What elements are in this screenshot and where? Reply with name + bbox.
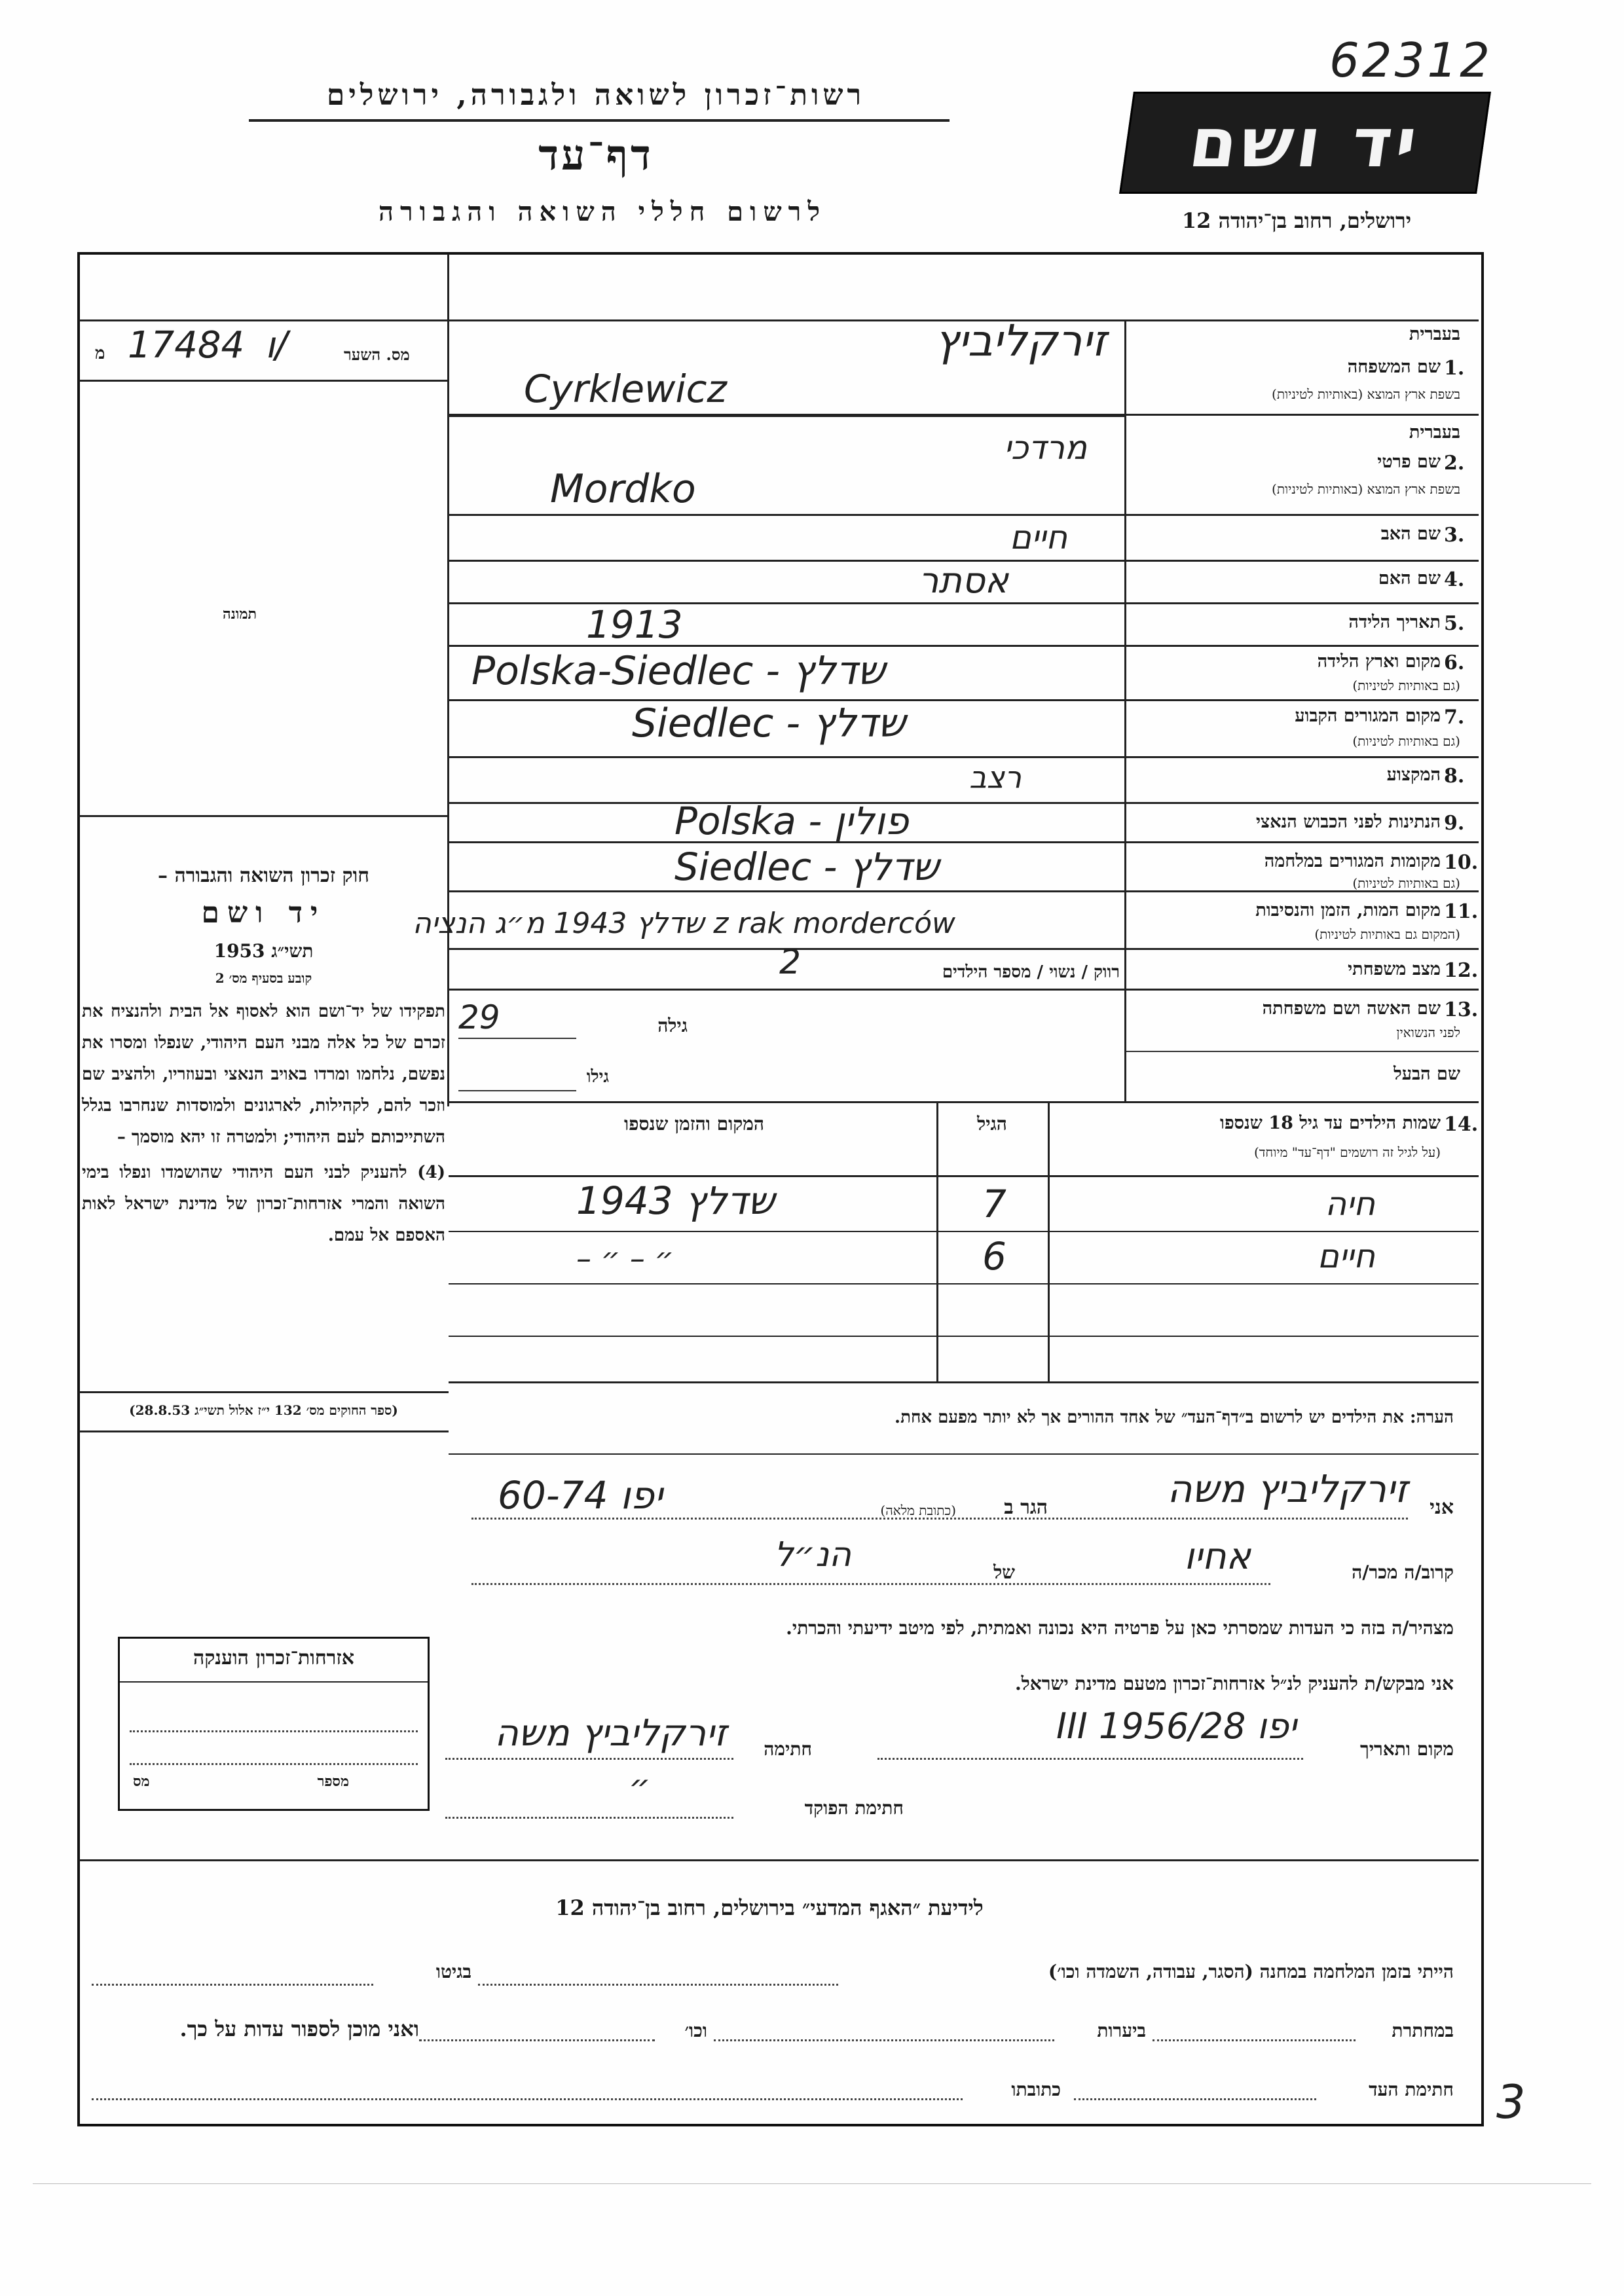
field-1-value-lat: Cyrklewicz [524, 367, 727, 411]
footer-notice: לידיעת ״האגף המדעי״ בירושלים, רחוב בן־יהודה 12 [555, 1895, 984, 1920]
footer-line-3-mid: כתובתו [1011, 2079, 1061, 2100]
law-year: תשי״ג 1953 [213, 940, 314, 962]
remark: הערה: את הילדים יש לרשום ב״דף־העד״ של אחד ההורים אך לא יותר מפעם אחת. [895, 1408, 1454, 1427]
row-1-bottom [449, 414, 1479, 416]
field-5-value: 1913 [586, 602, 683, 647]
children-col-divider-1 [936, 1102, 938, 1383]
children-row-3-divider [449, 1336, 1479, 1337]
field-7-num: 7. [1444, 706, 1465, 729]
decl-date-line [877, 1758, 1303, 1760]
logo [1119, 92, 1491, 194]
field-4-value: אסתר [918, 560, 1008, 601]
decl-official-line [445, 1817, 733, 1819]
citizenship-title-divider [120, 1681, 428, 1683]
authority-underline [249, 119, 950, 122]
children-bottom-divider [449, 1381, 1479, 1383]
photo-label: תמונה [223, 606, 257, 623]
law-text-2: (4) להעניק לבני העם היהודי שהושמדו ונפלו בימי השואה והמרי אזרחות־זכרון של מדינת ישראל לאות האספם אל עמם. [82, 1163, 445, 1245]
field-2-value-lat: Mordko [550, 466, 696, 512]
field-1-label: שם המשפחה [1347, 357, 1441, 377]
decl-signature-value: זירקליביץ משה [494, 1712, 727, 1755]
row-6-bottom [449, 699, 1479, 701]
footer-address-dots [92, 2098, 963, 2100]
field-13-sub: לפני הנשואין [1396, 1025, 1460, 1040]
decl-i-name: זירקליביץ משה [1167, 1467, 1408, 1511]
row-13-bottom [449, 1101, 1479, 1103]
serial-value: 17484 [128, 324, 245, 367]
footer-line-2-end: ואני מוכן לספור עדות על כך. [179, 2016, 419, 2041]
decl-official-value: ״ [629, 1768, 651, 1807]
field-12-label: מצב משפחתי [1348, 959, 1441, 979]
remark-divider [449, 1453, 1479, 1455]
field-10-num: 10. [1444, 851, 1479, 874]
child-place: – ״ – ״ [576, 1241, 674, 1276]
decl-residing-label: הגר ב [1004, 1496, 1048, 1519]
decl-line-1 [471, 1518, 1408, 1520]
field-8-value: רצב [969, 759, 1022, 795]
field-2-num: 2. [1444, 452, 1465, 475]
decl-relative-label: קרוב/ה מכר/ה [1352, 1561, 1454, 1583]
child-age: 6 [982, 1234, 1006, 1279]
field-13-num: 13. [1444, 998, 1479, 1021]
footer-line-1-end: בגיטו [435, 1961, 471, 1982]
husband-age-label: גילו [586, 1067, 609, 1087]
decl-line-2 [471, 1583, 1270, 1585]
citizenship-title: אזרחות־זכרון הוענקה [193, 1647, 355, 1669]
decl-address-value: יפו 60-74 [498, 1473, 663, 1518]
citizenship-box [118, 1637, 430, 1811]
footer-etc-dots [419, 2039, 655, 2041]
footer-line-2-mid2: וכו׳ [684, 2020, 707, 2041]
footer-line-2-start: במחתרת [1392, 2020, 1454, 2041]
field-11-label: מקום המות, הזמן והנסיבות [1255, 900, 1441, 920]
children-row-1-divider [449, 1231, 1479, 1232]
field-2-lang: בעברית [1409, 422, 1460, 443]
row-11-bottom [449, 948, 1479, 950]
field-10-sub: (גם באותיות לטיניות) [1352, 875, 1460, 891]
law-title-1: חוק זכרון השואה והגבורה – [158, 864, 369, 887]
child-name: חיה [1325, 1185, 1375, 1223]
field-5-num: 5. [1444, 612, 1465, 635]
children-title: שמות הילדים עד גיל 18 שנספו [1220, 1113, 1441, 1133]
citizenship-number-suffix: מס [133, 1773, 150, 1790]
row-9-bottom [449, 841, 1479, 843]
law-title-2: יד ושם [201, 896, 326, 930]
field-2-value-he: מרדכי [1003, 429, 1087, 467]
child-name: חיים [1317, 1237, 1375, 1275]
field-2-label: שם פרטי [1377, 452, 1441, 472]
children-col-place: המקום והזמן שנספו [624, 1113, 764, 1135]
address: ירושלים, רחוב בן־יהודה 12 [1181, 208, 1412, 233]
field-7-value: Siedlec - שדלץ [632, 701, 906, 746]
footer-line-3-start: חתימת העד [1369, 2079, 1454, 2100]
row-12-bottom [449, 989, 1479, 991]
footer-forest-dots [714, 2039, 1054, 2041]
serial-number [82, 324, 445, 376]
field-13-label: שם האשה ושם משפחתה [1262, 998, 1441, 1019]
field-12-value: 2 [779, 943, 802, 982]
citizenship-line-1 [130, 1730, 418, 1732]
decl-request: אני מבקש/ת להעניק לנ״ל אזרחות־זכרון מטעם מדינת ישראל. [1014, 1673, 1454, 1694]
field-9-label: הנתינות לפני הכבוש הנאצי [1255, 812, 1441, 832]
decl-relative-value: אחיו [1184, 1535, 1251, 1578]
row-8-bottom [449, 802, 1479, 804]
field-1-value-he: זירקליביץ [934, 316, 1107, 366]
law-box [82, 864, 445, 1434]
field-1-num: 1. [1444, 357, 1465, 380]
field-7-label: מקום המגורים הקבוע [1295, 706, 1441, 726]
law-clause: קובע בסעיף מס׳ 2 [215, 970, 312, 986]
children-note: (על לגיל זה רושמים "דף־עד" מיוחד) [1253, 1144, 1441, 1160]
field-6-num: 6. [1444, 651, 1465, 674]
left-column-divider [447, 254, 449, 1106]
field-11-value: שדלץ 1943 מ״ג הנציה z rak morderców [413, 907, 955, 940]
row-1-mid [449, 416, 1126, 417]
decl-of-label: של [993, 1561, 1015, 1583]
law-source: (ספר החוקים מס׳ 132 י״ז אלול תשי״ג 28.8.53) [129, 1402, 398, 1418]
field-6-value: Polska-Siedlec - שדלץ [471, 648, 885, 694]
row-7-bottom [449, 756, 1479, 758]
field-2-sub: בשפת ארץ המוצא (באותיות לטיניות) [1272, 481, 1460, 497]
footer-line-1: הייתי בזמן המלחמה במחנה (הסגר, עבודה, השמדה וכו׳) [1048, 1961, 1454, 1982]
decl-of-value: הנ״ל [774, 1535, 851, 1575]
serial-row-divider [79, 380, 449, 382]
field-3-num: 3. [1444, 524, 1465, 547]
field-10-label: מקומות המגורים במלחמה [1264, 851, 1441, 871]
serial-label: מס. השער [344, 345, 410, 364]
field-10-value: Siedlec - שדלץ [674, 845, 939, 889]
decl-place-date-value: יפו 28/III 1956 [1056, 1705, 1297, 1747]
field-4-num: 4. [1444, 568, 1465, 591]
footer-witness-dots [1074, 2098, 1316, 2100]
decl-official-label: חתימת הפוקד [804, 1797, 904, 1819]
form-subtitle: לרשום חללי השואה והגבורה [378, 196, 827, 227]
authority-title: רשות־זכרון לשואה ולגבורה, ירושלים [326, 79, 866, 112]
child-place: שדלץ 1943 [576, 1178, 775, 1223]
decl-address-label: (כתובת מלאה) [880, 1503, 956, 1518]
children-row-2-divider [449, 1283, 1479, 1285]
decl-i-label: אני [1430, 1496, 1454, 1519]
field-13-age-value: 29 [458, 998, 500, 1036]
field-13-age-label: גילה [657, 1015, 688, 1036]
field-4-label: שם האם [1378, 568, 1441, 589]
field-1-lang: בעברית [1409, 324, 1460, 344]
footer-line-2-mid: ביערות [1097, 2020, 1146, 2041]
field-1-sub: בשפת ארץ המוצא (באותיות לטיניות) [1272, 386, 1460, 402]
field-8-num: 8. [1444, 765, 1465, 788]
field-6-label: מקום וארץ הלידה [1317, 651, 1441, 672]
decl-statement: מצהיר/ה בזה כי העדות שמסרתי כאן על פרטיה היא נכונה ואמתית, לפי מיטב ידיעתי והכרתי. [786, 1617, 1454, 1639]
citizenship-number-label: מספר [317, 1773, 349, 1790]
field-13-age-line [458, 1038, 576, 1039]
field-11-sub: (המקום גם באותיות לטיניות) [1314, 926, 1460, 942]
field-3-value: חיים [1009, 519, 1067, 556]
citizenship-line-2 [130, 1763, 418, 1765]
children-header-divider [449, 1175, 1479, 1177]
form-title: דף־עד [538, 131, 654, 180]
logo-text: יד ושם [1184, 103, 1426, 183]
field-8-label: המקצוע [1386, 765, 1441, 785]
children-col-age: הגיל [977, 1113, 1007, 1135]
archive-number: 62312 [1329, 33, 1493, 88]
law-text-1: תפקידו של יד־ושם הוא לאסוף אל הבית ולהנציח את זכרם של כל אלה מבני העם היהודי, שנפלו ומסרו את נפשם, נלחמו ומרדו באויב הנאצי ובעוזריו, ולהציב שם וזכר להם, לקהילות, לארגונים ולמוסדות שנחרבו בגלל השתייכותם לעם היהודי; ולמטרה זו יהא מוסמך – [82, 1002, 445, 1147]
footer-divider [79, 1859, 1479, 1861]
husband-age-line [458, 1090, 576, 1091]
children-col-divider-2 [1048, 1102, 1050, 1383]
scan-edge-line [33, 2183, 1591, 2184]
field-7-sub: (גם באותיות לטיניות) [1352, 733, 1460, 749]
row-2-bottom [449, 514, 1479, 516]
law-source-divider-top [79, 1391, 449, 1393]
serial-mark: ו/ [265, 324, 288, 367]
child-age: 7 [982, 1182, 1006, 1226]
field-9-num: 9. [1444, 812, 1465, 835]
children-num: 14. [1444, 1113, 1479, 1136]
field-11-num: 11. [1444, 900, 1479, 923]
field-3-label: שם האב [1380, 524, 1441, 544]
footer-line-1-dots [478, 1984, 838, 1986]
field-12-num: 12. [1444, 959, 1479, 982]
husband-divider [1126, 1051, 1479, 1052]
footer-underground-dots [1153, 2039, 1356, 2041]
decl-signature-label: חתימה [764, 1738, 812, 1760]
husband-label: שם הבעל [1393, 1064, 1460, 1084]
decl-place-date-label: מקום ותאריך [1359, 1738, 1454, 1760]
margin-mark: 3 [1496, 2075, 1526, 2129]
label-column-divider [1124, 319, 1126, 1102]
field-6-sub: (גם באותיות לטיניות) [1352, 678, 1460, 693]
law-source-divider-bottom [79, 1430, 449, 1432]
footer-ghetto-dots [92, 1984, 373, 1986]
field-12-inline: רווק / נשוי / מספר הילדים [942, 962, 1120, 982]
decl-signature-line [445, 1758, 733, 1760]
field-9-value: Polska - פולין [674, 799, 909, 843]
photo-bottom-divider [79, 815, 449, 817]
serial-suffix: מ [95, 344, 105, 363]
field-5-label: תאריך הלידה [1348, 612, 1441, 632]
